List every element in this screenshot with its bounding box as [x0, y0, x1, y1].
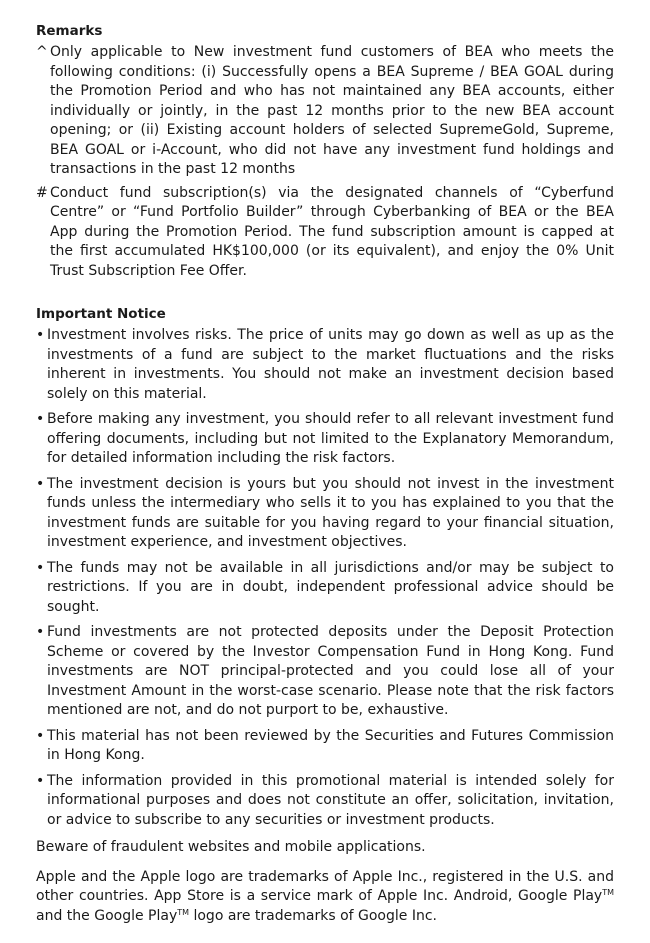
important-notice-list: [36, 326, 614, 830]
notice-item: [36, 772, 614, 831]
notice-text: The investment decision is yours but you should not invest in the investment funds unless the intermediary who sells it to you has explained to you that the investment funds are suitable for you having regard to your financial situation, investment experience, and investment objectives.: [47, 475, 614, 550]
remarks-list: [36, 43, 614, 281]
remarks-heading: Remarks: [36, 23, 103, 39]
bullet-icon: •: [36, 475, 45, 492]
bullet-icon: •: [36, 327, 45, 343]
trademark-text-part3: logo are trademarks of Google Inc.: [189, 907, 437, 924]
trademark-notice: [36, 868, 614, 927]
bullet-icon: •: [36, 772, 45, 789]
important-notice-heading: Important Notice: [36, 306, 166, 322]
trademark-symbol: TM: [177, 907, 190, 917]
notice-item: [36, 475, 614, 553]
bullet-icon: •: [36, 727, 45, 744]
notice-text: The funds may not be available in all jurisdictions and/or may be subject to restrictions. If you are in doubt, independent professional advice should be sought.: [47, 559, 614, 615]
bullet-icon: •: [36, 411, 45, 427]
notice-text: The information provided in this promotional material is intended solely for informational purposes and does not constitute an offer, solicitation, invitation, or advice to subscribe to any securities or investment products.: [47, 772, 614, 828]
bullet-icon: •: [36, 559, 45, 576]
bullet-icon: •: [36, 624, 45, 640]
notice-item: [36, 326, 614, 404]
notice-item: [36, 727, 614, 766]
notice-item: [36, 410, 614, 469]
notice-text: Fund investments are not protected deposits under the Deposit Protection Scheme or covered by the Investor Compensation Fund in Hong Kong. Fund investments are NOT principal-protected and you could lose all of your Investment Amount in the worst-case scenario. Please note that the risk factors mentioned are not, and do not purport to be, exhaustive.: [47, 624, 614, 718]
remark-marker: #: [36, 184, 48, 201]
notice-text: This material has not been reviewed by the Securities and Futures Commission in Hong Kong.: [47, 727, 614, 763]
notice-item: [36, 623, 614, 721]
notice-text: Before making any investment, you should refer to all relevant investment fund offering documents, including but not limited to the Explanatory Memorandum, for detailed information including the risk factors.: [47, 411, 614, 466]
fraud-warning: Beware of fraudulent websites and mobile applications.: [36, 839, 426, 855]
section-divider-space: [36, 285, 614, 305]
trademark-text-part2: and the Google Play: [36, 907, 178, 924]
trademark-symbol: TM: [602, 888, 614, 897]
remark-item-hash: [36, 184, 614, 282]
remark-item-caret: [36, 43, 614, 180]
trademark-text-part1: Apple and the Apple logo are trademarks of Apple Inc., registered in the U.S. and other countries. App Store is a service mark of Apple Inc. Android, Google Play: [36, 868, 614, 904]
notice-text: Investment involves risks. The price of units may go down as well as up as the investments of a fund are subject to the market fluctuations and the risks inherent in investments. You should not make an investment decision based solely on this material.: [47, 327, 614, 402]
notice-item: [36, 559, 614, 618]
remark-text: Conduct fund subscription(s) via the designated channels of “Cyberfund Centre” or “Fund Portfolio Builder” through Cyberbanking of BEA or the BEA App during the Promotion Period. The fund subscription amount is capped at the first accumulated HK$100,000 (or its equivalent), and enjoy the 0% Unit Trust Subscription Fee Offer.: [50, 184, 614, 279]
remark-marker: ^: [36, 44, 48, 60]
remark-text: Only applicable to New investment fund customers of BEA who meets the following conditions: (i) Successfully opens a BEA Supreme / BEA GOAL during the Promotion Period and who has not maintained any BEA accounts, either individually or jointly, in the past 12 months prior to the new BEA account opening; or (ii) Existing account holders of selected SupremeGold, Supreme, BEA GOAL or i-Account, who did not have any investment fund holdings and transactions in the past 12 months: [50, 44, 614, 177]
